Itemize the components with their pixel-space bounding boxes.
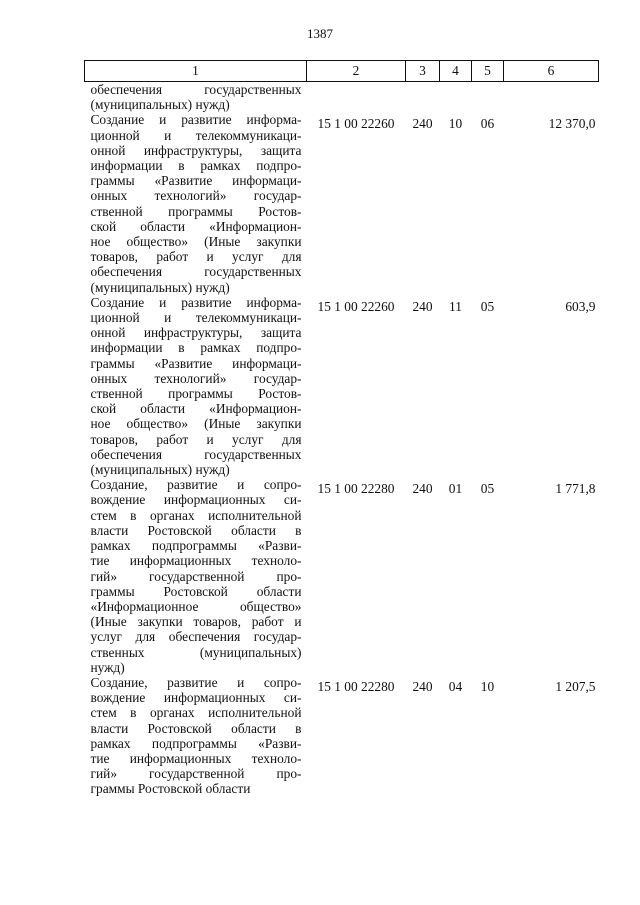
description-line: обеспечения государственных bbox=[90, 446, 302, 462]
description-line: тие информационных техноло- bbox=[90, 750, 302, 766]
description-line: обеспечения государственных bbox=[90, 264, 302, 280]
subsection-code bbox=[472, 82, 504, 113]
row-description bbox=[85, 477, 307, 675]
page-number: 1387 bbox=[307, 26, 333, 41]
table-body bbox=[85, 82, 599, 797]
header-col-3: 3 bbox=[406, 61, 440, 82]
description-line: гий» государственной про- bbox=[90, 766, 302, 782]
subsection-code: 10 bbox=[480, 678, 495, 694]
description-line: стем в органах исполнительной bbox=[90, 705, 302, 721]
description-line: ственной программы Ростов- bbox=[90, 386, 302, 402]
description-line: Создание и развитие информа- bbox=[90, 294, 302, 310]
description-line: обеспечения государственных bbox=[90, 82, 302, 97]
description-line: граммы Ростовской области bbox=[90, 781, 251, 797]
description-line: товаров, работ и услуг для bbox=[90, 431, 302, 447]
row-description bbox=[85, 675, 307, 797]
description-line: ционной и телекоммуникаци- bbox=[90, 127, 302, 143]
amount-value: 1 771,8 bbox=[555, 481, 596, 497]
table-row bbox=[85, 82, 599, 113]
budget-table bbox=[84, 60, 599, 797]
header-col-1: 1 bbox=[85, 61, 307, 82]
description-line: граммы «Развитие информаци- bbox=[90, 355, 302, 371]
header-col-6: 6 bbox=[504, 61, 599, 82]
header-col-2: 2 bbox=[307, 61, 406, 82]
description-line: вождение информационных си- bbox=[90, 492, 302, 508]
description-line: онной инфраструктуры, защита bbox=[90, 142, 302, 158]
description-line: ное общество» (Иные закупки bbox=[90, 416, 302, 432]
description-line: онной инфраструктуры, защита bbox=[90, 325, 302, 341]
description-line: ской области «Информацион- bbox=[90, 401, 302, 417]
description-line: онных технологий» государ- bbox=[90, 370, 302, 386]
description-line: нужд) bbox=[90, 659, 125, 675]
description-line: вождение информационных си- bbox=[90, 690, 302, 706]
description-line: Создание, развитие и сопро- bbox=[90, 477, 302, 493]
table-row bbox=[85, 477, 599, 675]
description-line: гий» государственной про- bbox=[90, 568, 302, 584]
row-description bbox=[85, 82, 307, 113]
amount-value bbox=[504, 82, 599, 113]
description-line: ской области «Информацион- bbox=[90, 218, 302, 234]
description-line: граммы «Развитие информаци- bbox=[90, 173, 302, 189]
section-code bbox=[440, 82, 472, 113]
expense-type-code: 240 bbox=[412, 678, 433, 694]
row-description bbox=[85, 295, 307, 477]
section-code: 01 bbox=[448, 481, 463, 497]
description-line: ственной программы Ростов- bbox=[90, 203, 302, 219]
description-line: граммы Ростовской области bbox=[90, 583, 302, 599]
table-row bbox=[85, 675, 599, 797]
description-line: Создание и развитие информа- bbox=[90, 112, 302, 128]
expense-type-code: 240 bbox=[412, 116, 433, 132]
description-line: рамках подпрограммы «Разви- bbox=[90, 735, 302, 751]
description-line: ственных (муниципальных) bbox=[90, 644, 302, 660]
description-line: ное общество» (Иные закупки bbox=[90, 234, 302, 250]
target-article-code: 15 1 00 22260 bbox=[317, 298, 395, 314]
table-row bbox=[85, 295, 599, 477]
expense-type-code: 240 bbox=[412, 481, 433, 497]
header-col-4: 4 bbox=[440, 61, 472, 82]
description-line: тие информационных техноло- bbox=[90, 553, 302, 569]
description-line: товаров, работ и услуг для bbox=[90, 249, 302, 265]
description-line: информации в рамках подпро- bbox=[90, 340, 302, 356]
section-code: 10 bbox=[448, 116, 463, 132]
row-description bbox=[85, 112, 307, 294]
amount-value: 12 370,0 bbox=[548, 116, 596, 132]
description-line: рамках подпрограммы «Разви- bbox=[90, 538, 302, 554]
section-code: 04 bbox=[448, 678, 463, 694]
expense-type-code: 240 bbox=[412, 298, 433, 314]
description-line: ционной и телекоммуникаци- bbox=[90, 310, 302, 326]
expense-type-code bbox=[406, 82, 440, 113]
description-line: власти Ростовской области в bbox=[90, 522, 302, 538]
section-code: 11 bbox=[449, 298, 462, 314]
description-line: информации в рамках подпро- bbox=[90, 158, 302, 174]
description-line: (Иные закупки товаров, работ и bbox=[90, 614, 302, 630]
table-row bbox=[85, 112, 599, 294]
amount-value: 1 207,5 bbox=[555, 678, 596, 694]
subsection-code: 05 bbox=[480, 298, 495, 314]
target-article-code: 15 1 00 22280 bbox=[317, 678, 395, 694]
description-line: (муниципальных) нужд) bbox=[90, 97, 230, 113]
description-line: Создание, развитие и сопро- bbox=[90, 674, 302, 690]
description-line: (муниципальных) нужд) bbox=[90, 462, 230, 478]
target-article-code bbox=[307, 82, 406, 113]
subsection-code: 06 bbox=[480, 116, 495, 132]
target-article-code: 15 1 00 22260 bbox=[317, 116, 395, 132]
description-line: (муниципальных) нужд) bbox=[90, 279, 230, 295]
description-line: услуг для обеспечения государ- bbox=[90, 629, 302, 645]
description-line: власти Ростовской области в bbox=[90, 720, 302, 736]
description-line: онных технологий» государ- bbox=[90, 188, 302, 204]
target-article-code: 15 1 00 22280 bbox=[317, 481, 395, 497]
amount-value: 603,9 bbox=[565, 298, 596, 314]
subsection-code: 05 bbox=[480, 481, 495, 497]
description-line: «Информационное общество» bbox=[90, 598, 302, 614]
header-row bbox=[85, 61, 599, 82]
header-col-5: 5 bbox=[472, 61, 504, 82]
description-line: стем в органах исполнительной bbox=[90, 507, 302, 523]
